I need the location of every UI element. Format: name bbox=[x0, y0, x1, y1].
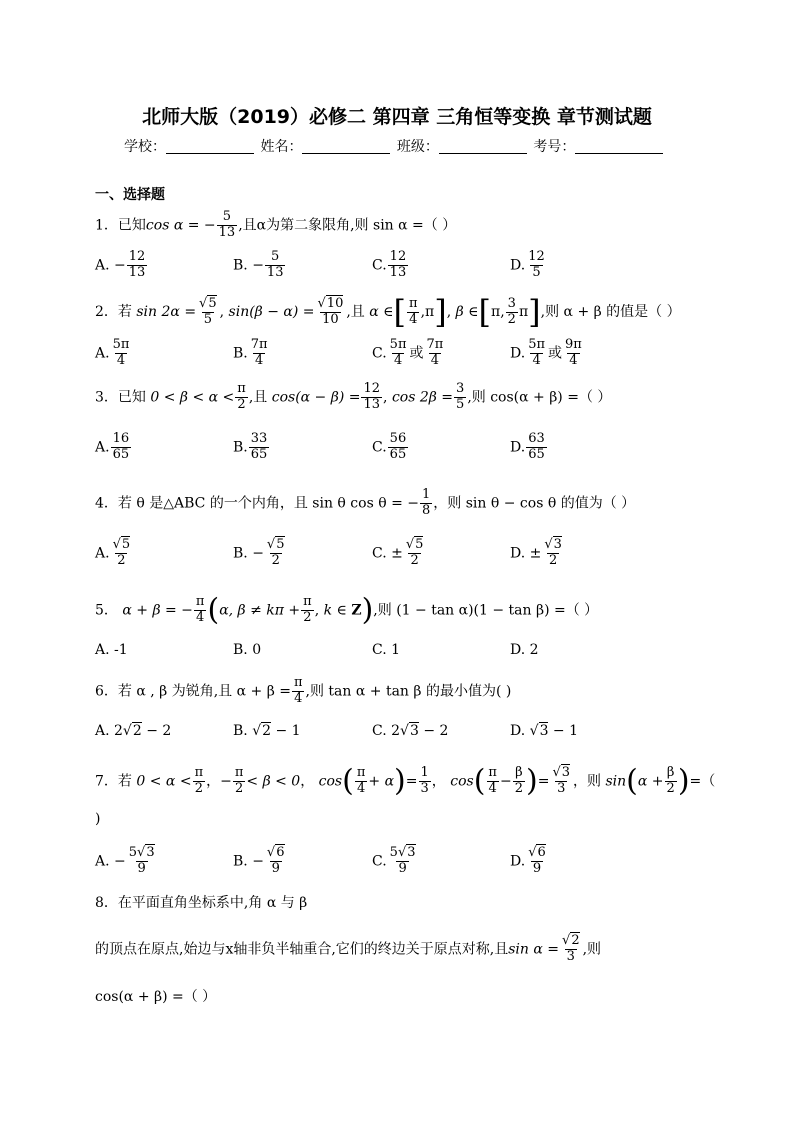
option-c[interactable]: C. 2√3 − 2 bbox=[372, 723, 449, 739]
option-d[interactable]: D. √3 − 1 bbox=[510, 723, 579, 739]
fraction: $\frac{5}{13}$ bbox=[218, 209, 236, 240]
option-d[interactable]: D. $\frac{63}{65}$ bbox=[510, 431, 545, 462]
option-c[interactable]: C. 1 bbox=[372, 642, 401, 658]
question-math: cos α = − bbox=[145, 217, 216, 234]
page-title: 北师大版（2019）必修二 第四章 三角恒等变换 章节测试题 bbox=[142, 106, 652, 128]
question-7-wrap: ) bbox=[95, 811, 101, 827]
option-b[interactable]: B. − $\frac{√5}{2}$ bbox=[233, 537, 285, 568]
option-d[interactable]: D. 2 bbox=[510, 642, 539, 658]
option-c[interactable]: C. $\frac{5\pi}{4}$ 或 $\frac{7\pi}{4}$ bbox=[372, 337, 444, 368]
option-b[interactable]: B. $\frac{7\pi}{4}$ bbox=[233, 337, 268, 368]
question-8-line-3: cos(α + β) =（ ） bbox=[95, 989, 217, 1005]
option-b[interactable]: B. − $\frac{5}{13}$ bbox=[233, 249, 284, 280]
option-b[interactable]: B. 0 bbox=[233, 642, 262, 658]
option-a[interactable]: A. − $\frac{5√3}{9}$ bbox=[95, 845, 155, 876]
school-blank[interactable] bbox=[166, 153, 254, 154]
option-b[interactable]: B. − $\frac{√6}{9}$ bbox=[233, 845, 285, 876]
school-label: 学校： bbox=[124, 139, 166, 155]
question-5: 5． α + β = − $\frac{\pi}{4}$ (α, β ≠ kπ + $\frac{\pi}{2}$ , k ∈ Z),则 (1 − tan α)(1 − tan β) =（ ） bbox=[95, 592, 599, 628]
option-c[interactable]: C. $\frac{12}{13}$ bbox=[372, 249, 407, 280]
option-b[interactable]: B. √2 − 1 bbox=[233, 723, 301, 739]
option-c[interactable]: C. ± $\frac{√5}{2}$ bbox=[372, 537, 424, 568]
option-c[interactable]: C. $\frac{5√3}{9}$ bbox=[372, 845, 416, 876]
option-a[interactable]: A. − $\frac{12}{13}$ bbox=[95, 249, 146, 280]
section-heading: 一、选择题 bbox=[95, 187, 165, 203]
option-d[interactable]: D. $\frac{√6}{9}$ bbox=[510, 845, 546, 876]
option-a[interactable]: A. $\frac{5\pi}{4}$ bbox=[95, 337, 130, 368]
class-label: 班级： bbox=[396, 139, 439, 155]
name-label: 姓名： bbox=[260, 139, 303, 155]
option-c[interactable]: C. $\frac{56}{65}$ bbox=[372, 431, 407, 462]
question-8: 8．在平面直角坐标系中,角 α 与 β bbox=[95, 895, 308, 911]
option-d[interactable]: D. $\frac{12}{5}$ bbox=[510, 249, 545, 280]
question-6: 6．若 α , β 为锐角,且 α + β = $\frac{\pi}{4}$ ,则 tan α + tan β 的最小值为( ) bbox=[95, 675, 512, 706]
number-label: 考号： bbox=[533, 139, 576, 155]
class-blank[interactable] bbox=[439, 153, 527, 154]
student-info-line bbox=[124, 136, 665, 156]
question-4: 4．若 θ 是△ABC 的一个内角，且 sin θ cos θ = − $\frac{1}{8}$ ，则 sin θ − cos θ 的值为（ ） bbox=[95, 487, 636, 518]
question-text: 已知 bbox=[117, 217, 146, 234]
option-a[interactable]: A. $\frac{√5}{2}$ bbox=[95, 537, 131, 568]
option-d[interactable]: D. ± $\frac{√3}{2}$ bbox=[510, 537, 562, 568]
option-d[interactable]: D. $\frac{5\pi}{4}$ 或 $\frac{9\pi}{4}$ bbox=[510, 337, 582, 368]
question-7: 7．若 0 < α < $\frac{\pi}{2}$ ，− $\frac{\pi}{2}$ < β < 0， cos( $\frac{\pi}{4}$ + α)= $\frac{1}{3}$ ， cos( $\frac{\pi}{4}$ − $\frac{\beta}{2}$ )= $\frac{√3}{3}$ ，则 sin(α + $\frac{\beta}{2}$ )=（ bbox=[95, 763, 716, 799]
question-text: ,且α为第二象限角,则 sin α =（ ） bbox=[238, 217, 457, 234]
name-blank[interactable] bbox=[302, 153, 390, 154]
option-a[interactable]: A. $\frac{16}{65}$ bbox=[95, 431, 130, 462]
number-blank[interactable] bbox=[575, 153, 663, 154]
option-a[interactable]: A. 2√2 − 2 bbox=[95, 723, 172, 739]
question-3: 3．已知 0 < β < α < $\frac{\pi}{2}$ ,且 cos(α − β) = $\frac{12}{13}$ , cos 2β = $\frac{3}{5}$ ,则 cos(α + β) =（ ） bbox=[95, 381, 612, 412]
question-number: 1． bbox=[95, 217, 118, 234]
option-a[interactable]: A. -1 bbox=[95, 642, 128, 658]
option-b[interactable]: B. $\frac{33}{65}$ bbox=[233, 431, 268, 462]
question-2: 2．若 sin 2α = $\frac{√5}{5}$ , sin(β − α) = $\frac{√10}{10}$ ,且 α ∈[ $\frac{\pi}{4}$ ,π], β ∈[π, $\frac{3}{2}$ π],则 α + β 的值是（ ） bbox=[95, 293, 681, 331]
question-1 bbox=[95, 210, 456, 241]
question-8-line-2: 的顶点在原点,始边与x轴非负半轴重合,它们的终边关于原点对称,且sin α = $\frac{√2}{3}$ ,则 bbox=[95, 933, 602, 964]
